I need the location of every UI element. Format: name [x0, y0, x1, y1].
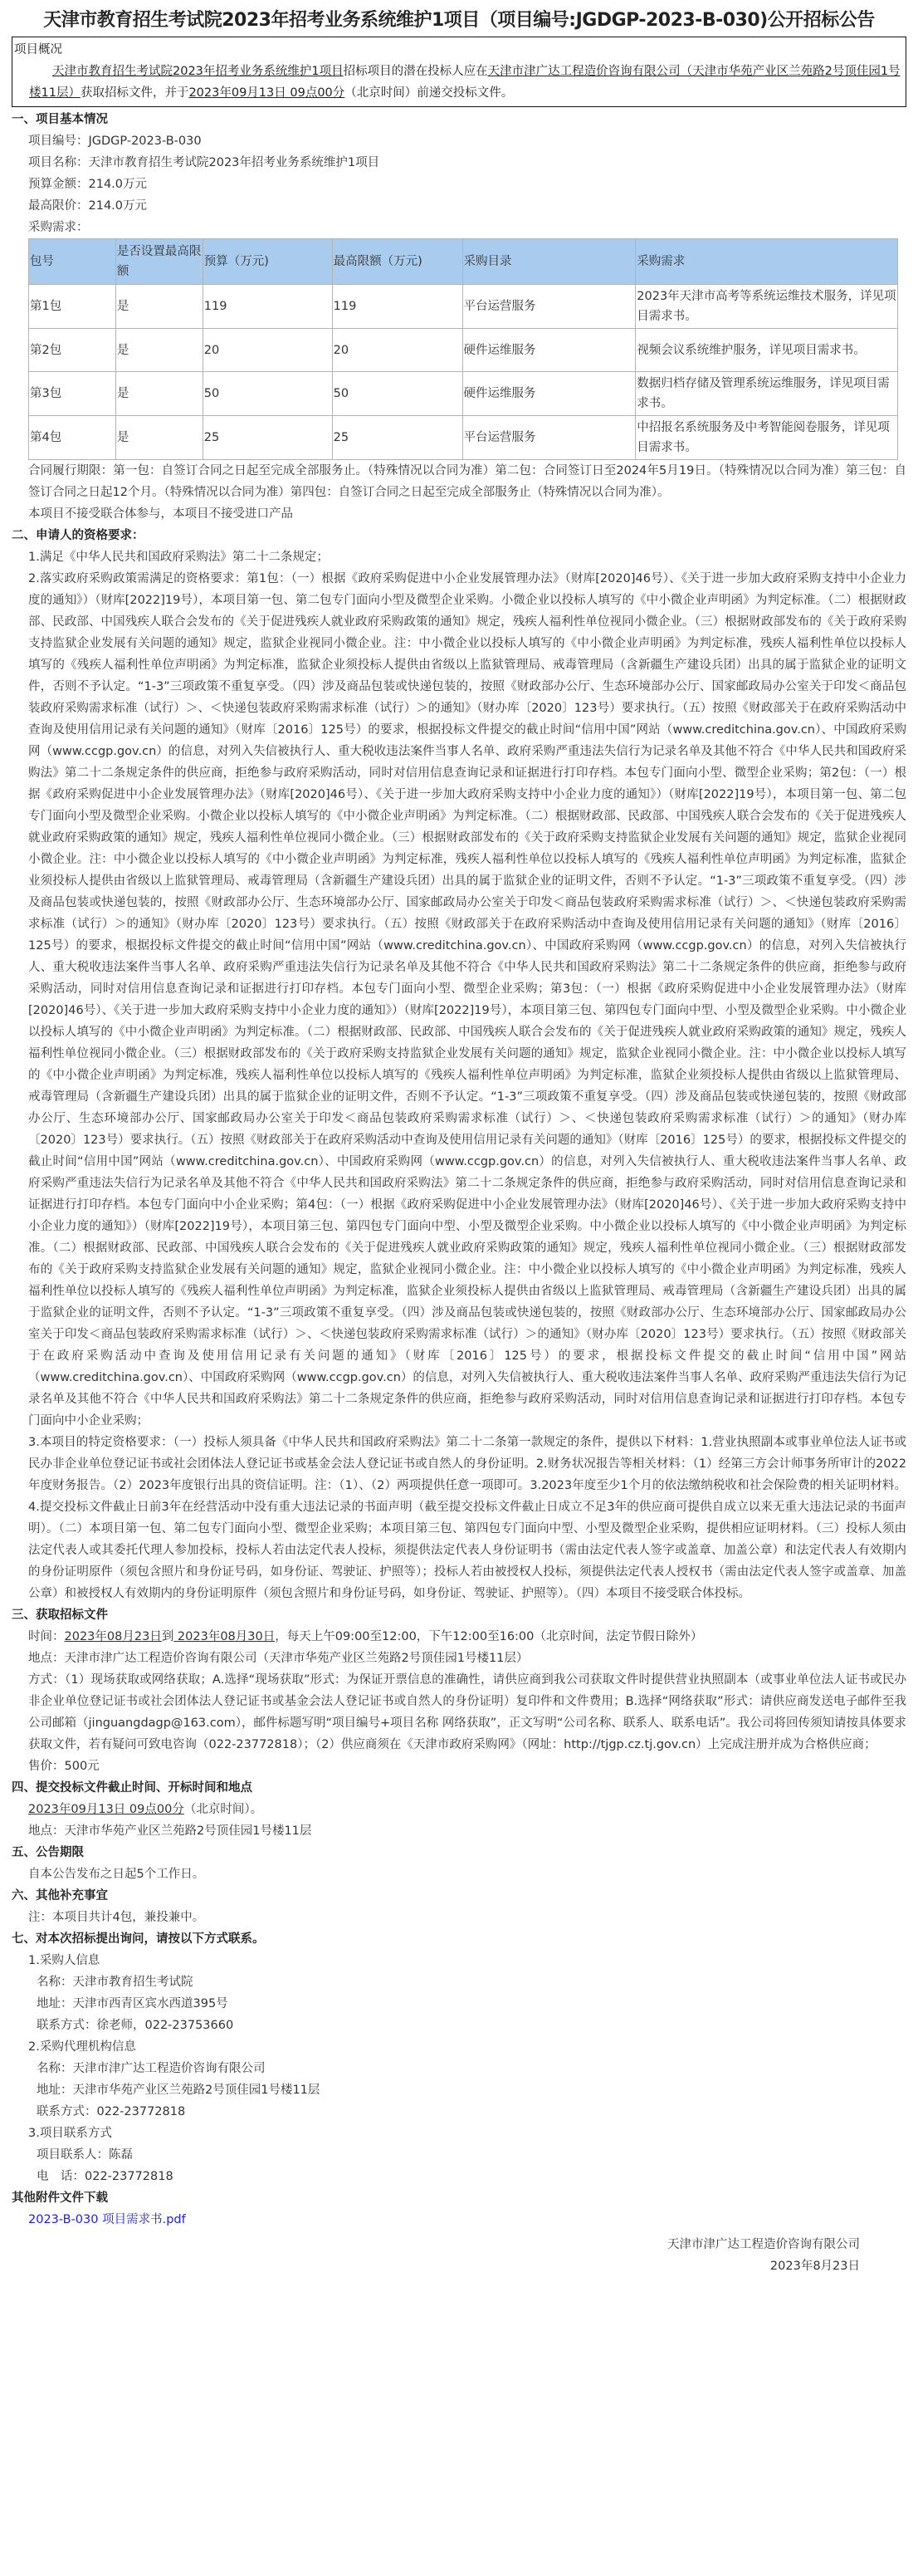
- agency-address: 地址：天津市华苑产业区兰苑路2号顶佳园1号楼11层: [37, 2084, 320, 2097]
- cell-package: 第3包: [29, 372, 116, 416]
- project-contact-person: 项目联系人：陈磊: [37, 2148, 133, 2162]
- col-header-catalog: 采购目录: [462, 239, 636, 285]
- project-contact-label: 3.项目联系方式: [28, 2127, 112, 2140]
- section-4-heading: 四、提交投标文件截止时间、开标时间和地点: [12, 1781, 252, 1795]
- col-header-requirement: 采购需求: [636, 239, 898, 285]
- cell-requirement: 视频会议系统维护服务，详见项目需求书。: [636, 329, 898, 372]
- procurement-table: [28, 238, 898, 460]
- section-5-heading: 五、公告期限: [12, 1846, 84, 1859]
- time-to: 到: [161, 1630, 174, 1643]
- section-3-heading: 三、获取招标文件: [12, 1609, 108, 1622]
- project-contact-phone: 电 话：022-23772818: [37, 2170, 173, 2183]
- col-header-max-limit: 最高限额（万元): [332, 239, 462, 285]
- cell-requirement: 数据归档存储及管理系统运维服务，详见项目需求书。: [636, 372, 898, 416]
- col-header-package: 包号: [29, 239, 116, 285]
- table-row: [29, 329, 898, 372]
- submission-deadline: [12, 1799, 906, 1820]
- section-1-heading: 一、项目基本情况: [12, 113, 108, 126]
- col-header-max-limit-set: 是否设置最高限额: [115, 239, 203, 285]
- cell-budget: 50: [203, 372, 332, 416]
- cell-max-limit-set: 是: [115, 416, 203, 460]
- purchaser-contact: 联系方式：徐老师，022-23753660: [37, 2019, 234, 2032]
- section-2-heading: 二、申请人的资格要求：: [12, 529, 144, 542]
- cell-requirement: 2023年天津市高考等系统运维技术服务，详见项目需求书。: [636, 285, 898, 329]
- overview-agency-address: 天津市津广达工程造价咨询有限公司（天津市华苑产业区兰苑路2号顶佳园1号楼11层）: [29, 65, 901, 100]
- attachment-item: [12, 2209, 906, 2231]
- purchaser-address: 地址：天津市西青区宾水西道395号: [37, 1997, 228, 2010]
- section-7-heading: 七、对本次招标提出询问，请按以下方式联系。: [12, 1932, 265, 1946]
- document-location: 地点：天津市津广达工程造价咨询有限公司（天津市华苑产业区兰苑路2号顶佳园1号楼11层）: [28, 1652, 529, 1665]
- time-rest: ，每天上午09:00至12:00，下午12:00至16:00（北京时间，法定节假日除外）: [275, 1630, 703, 1643]
- deadline-suffix: （北京时间）。: [183, 1803, 263, 1816]
- cell-max-limit: 50: [332, 372, 462, 416]
- document-method: 方式：（1）现场获取或网络获取；A.选择“现场获取”形式：为保证开票信息的准确性，请供应商到我公司获取文件时提供营业执照副本（或事业单位法人证书或民办非企业单位登记证书或社会团体法人登记证书或基金会法人登记证书或自然人的身份证明）复印件和文件费用；B.选择“网络获取”形式：请供应商发送电子邮件至我公司邮箱（jinguangdagp@163.com），邮件标题写明“项目编号+项目名称 网络获取”，正文写明“公司名称、联系人、联系电话”。我公司将回传须知请按具体要求获取文件，若有疑问可致电咨询（022-23772818）；（2）供应商须在《天津市政府采购网》（网址：http://tjgp.cz.tj.gov.cn）上完成注册并成为合格供应商；: [28, 1673, 906, 1751]
- qualification-item-1: 1.满足《中华人民共和国政府采购法》第二十二条规定；: [28, 551, 329, 564]
- max-price: 最高限价：214.0万元: [28, 199, 148, 213]
- cell-max-limit: 20: [332, 329, 462, 372]
- deadline-datetime: 2023年09月13日 09点00分: [28, 1803, 184, 1816]
- signature-company: 天津市津广达工程造价咨询有限公司: [667, 2238, 860, 2251]
- agency-name: 名称：天津市津广达工程造价咨询有限公司: [37, 2062, 266, 2075]
- table-row: [29, 416, 898, 460]
- purchaser-name: 名称：天津市教育招生考试院: [37, 1976, 193, 1989]
- contract-period: 合同履行期限：第一包：自签订合同之日起至完成全部服务止。（特殊情况以合同为准）第二包：合同签订日至2024年5月19日。（特殊情况以合同为准）第三包：自签订合同之日起12个月。（特殊情况以合同为准）第四包：自签订合同之日起至完成全部服务止（特殊情况以合同为准）。: [28, 464, 906, 499]
- time-start: 2023年08月23日: [64, 1630, 162, 1643]
- project-name: 项目名称：天津市教育招生考试院2023年招考业务系统维护1项目: [28, 156, 380, 169]
- cell-max-limit-set: 是: [115, 329, 203, 372]
- agency-label: 2.采购代理机构信息: [28, 2040, 136, 2054]
- procurement-requirements-label: 采购需求：: [28, 221, 89, 234]
- overview-text-2: 获取招标文件，并于: [80, 86, 189, 100]
- cell-catalog: 平台运营服务: [462, 416, 636, 460]
- time-label: 时间：: [28, 1630, 65, 1643]
- cell-package: 第2包: [29, 329, 116, 372]
- table-row: [29, 372, 898, 416]
- overview-text-1: 招标项目的潜在投标人应在: [343, 65, 488, 78]
- overview-project-name: 天津市教育招生考试院2023年招考业务系统维护1项目: [52, 65, 344, 78]
- cell-max-limit-set: 是: [115, 372, 203, 416]
- cell-budget: 25: [203, 416, 332, 460]
- cell-budget: 20: [203, 329, 332, 372]
- cell-budget: 119: [203, 285, 332, 329]
- consortium-note: 本项目不接受联合体参与，本项目不接受进口产品: [28, 507, 293, 521]
- attachments-heading: 其他附件文件下载: [12, 2192, 108, 2205]
- submission-location: 地点：天津市华苑产业区兰苑路2号顶佳园1号楼11层: [28, 1824, 312, 1838]
- overview-deadline: 2023年09月13日 09点00分: [188, 86, 345, 100]
- supplementary-note: 注：本项目共计4包，兼投兼中。: [28, 1911, 205, 1924]
- table-row: [29, 285, 898, 329]
- announcement-period: 自本公告发布之日起5个工作日。: [28, 1868, 205, 1881]
- col-header-budget: 预算（万元): [203, 239, 332, 285]
- table-header-row: [29, 239, 898, 285]
- document-time: [12, 1626, 906, 1648]
- cell-package: 第4包: [29, 416, 116, 460]
- cell-max-limit: 119: [332, 285, 462, 329]
- signature-date: 2023年8月23日: [769, 2260, 860, 2273]
- time-end: 2023年08月30日: [173, 1630, 276, 1643]
- cell-catalog: 硬件运维服务: [462, 372, 636, 416]
- qualification-item-2: 2.落实政府采购政策需满足的资格要求：第1包：（一）根据《政府采购促进中小企业发展管理办法》（财库[2020]46号）、《关于进一步加大政府采购支持中小企业力度的通知》）（财库[2022]19号），本项目第一包、第二包专门面向小型及微型企业采购。小微企业以投标人填写的《中小微企业声明函》为判定标准。（二）根据财政部、民政部、中国残疾人联合会发布的《关于促进残疾人就业政府采购政策的通知》规定，残疾人福利性单位视同小微企业。（三）根据财政部发布的《关于政府采购支持监狱企业发展有关问题的通知》规定，监狱企业视同小微企业。注：中小微企业以投标人填写的《中小微企业声明函》为判定标准，残疾人福利性单位以投标人填写的《残疾人福利性单位声明函》为判定标准，监狱企业须投标人提供由省级以上监狱管理局、戒毒管理局（含新疆生产建设兵团）出具的属于监狱企业的证明文件，否则不予认定。“1-3”三项政策不重复享受。（四）涉及商品包装或快递包装的，按照《财政部办公厅、生态环境部办公厅、国家邮政局办公室关于印发＜商品包装政府采购需求标准（试行）＞、＜快递包装政府采购需求标准（试行）＞的通知》（财办库〔2020〕123号）要求执行。（五）按照《财政部关于在政府采购活动中查询及使用信用记录有关问题的通知》（财库〔2016〕125号）的要求，根据投标文件提交的截止时间“信用中国”网站（www.creditchina.gov.cn）、中国政府采购网（www.ccgp.gov.cn）的信息，对列入失信被执行人、重大税收违法案件当事人名单、政府采购严重违法失信行为记录名单及其他不符合《中华人民共和国政府采购法》第二十二条规定条件的供应商，拒绝参与政府采购活动，同时对信用信息查询记录和证据进行打印存档。本包专门面向小型、微型企业采购；第2包：（一）根据《政府采购促进中小企业发展管理办法》（财库[2020]46号）、《关于进一步加大政府采购支持中小企业力度的通知》）（财库[2022]19号），本项目第一包、第二包专门面向小型及微型企业采购。小微企业以投标人填写的《中小微企业声明函》为判定标准。（二）根据财政部、民政部、中国残疾人联合会发布的《关于促进残疾人就业政府采购政策的通知》规定，残疾人福利性单位视同小微企业。（三）根据财政部发布的《关于政府采购支持监狱企业发展有关问题的通知》规定，监狱企业视同小微企业。注：中小微企业以投标人填写的《中小微企业声明函》为判定标准，残疾人福利性单位以投标人填写的《残疾人福利性单位声明函》为判定标准，监狱企业须投标人提供由省级以上监狱管理局、戒毒管理局（含新疆生产建设兵团）出具的属于监狱企业的证明文件，否则不予认定。“1-3”三项政策不重复享受。（四）涉及商品包装或快递包装的，按照《财政部办公厅、生态环境部办公厅、国家邮政局办公室关于印发＜商品包装政府采购需求标准（试行）＞、＜快递包装政府采购需求标准（试行）＞的通知》（财办库〔2020〕123号）要求执行。（五）按照《财政部关于在政府采购活动中查询及使用信用记录有关问题的通知》（财库〔2016〕125号）的要求，根据投标文件提交的截止时间“信用中国”网站（www.creditchina.gov.cn）、中国政府采购网（www.ccgp.gov.cn）的信息，对列入失信被执行人、重大税收违法案件当事人名单、政府采购严重违法失信行为记录名单及其他不符合《中华人民共和国政府采购法》第二十二条规定条件的供应商，拒绝参与政府采购活动，同时对信用信息查询记录和证据进行打印存档。本包专门面向小型、微型企业采购；第3包：（一）根据《政府采购促进中小企业发展管理办法》（财库[2020]46号）、《关于进一步加大政府采购支持中小企业力度的通知》）（财库[2022]19号），本项目第三包、第四包专门面向中型、小型及微型企业采购。中小微企业以投标人填写的《中小微企业声明函》为判定标准。（二）根据财政部、民政部、中国残疾人联合会发布的《关于促进残疾人就业政府采购政策的通知》规定，残疾人福利性单位视同小微企业。（三）根据财政部发布的《关于政府采购支持监狱企业发展有关问题的通知》规定，监狱企业视同小微企业。注：中小微企业以投标人填写的《中小微企业声明函》为判定标准，残疾人福利性单位以投标人填写的《残疾人福利性单位声明函》为判定标准，监狱企业须投标人提供由省级以上监狱管理局、戒毒管理局（含新疆生产建设兵团）出具的属于监狱企业的证明文件，否则不予认定。“1-3”三项政策不重复享受。（四）涉及商品包装或快递包装的，按照《财政部办公厅、生态环境部办公厅、国家邮政局办公室关于印发＜商品包装政府采购需求标准（试行）＞、＜快递包装政府采购需求标准（试行）＞的通知》（财办库〔2020〕123号）要求执行。（五）按照《财政部关于在政府采购活动中查询及使用信用记录有关问题的通知》（财库〔2016〕125号）的要求，根据投标文件提交的截止时间“信用中国”网站（www.creditchina.gov.cn）、中国政府采购网（www.ccgp.gov.cn）的信息，对列入失信被执行人、重大税收违法案件当事人名单、政府采购严重违法失信行为记录名单及其他不符合《中华人民共和国政府采购法》第二十二条规定条件的供应商，拒绝参与政府采购活动，同时对信用信息查询记录和证据进行打印存档。本包专门面向中小企业采购；第4包：（一）根据《政府采购促进中小企业发展管理办法》（财库[2020]46号）、《关于进一步加大政府采购支持中小企业力度的通知》）（财库[2022]19号），本项目第三包、第四包专门面向中型、小型及微型企业采购。中小微企业以投标人填写的《中小微企业声明函》为判定标准。（二）根据财政部、民政部、中国残疾人联合会发布的《关于促进残疾人就业政府采购政策的通知》规定，残疾人福利性单位视同小微企业。（三）根据财政部发布的《关于政府采购支持监狱企业发展有关问题的通知》规定，监狱企业视同小微企业。注：中小微企业以投标人填写的《中小微企业声明函》为判定标准，残疾人福利性单位以投标人填写的《残疾人福利性单位声明函》为判定标准，监狱企业须投标人提供由省级以上监狱管理局、戒毒管理局（含新疆生产建设兵团）出具的属于监狱企业的证明文件，否则不予认定。“1-3”三项政策不重复享受。（四）涉及商品包装或快递包装的，按照《财政部办公厅、生态环境部办公厅、国家邮政局办公室关于印发＜商品包装政府采购需求标准（试行）＞、＜快递包装政府采购需求标准（试行）＞的通知》（财办库〔2020〕123号）要求执行。（五）按照《财政部关于在政府采购活动中查询及使用信用记录有关问题的通知》（财库〔2016〕125号）的要求，根据投标文件提交的截止时间“信用中国”网站（www.creditchina.gov.cn）、中国政府采购网（www.ccgp.gov.cn）的信息，对列入失信被执行人、重大税收违法案件当事人名单、政府采购严重违法失信行为记录名单及其他不符合《中华人民共和国政府采购法》第二十二条规定条件的供应商，拒绝参与政府采购活动，同时对信用信息查询记录和证据进行打印存档。本包专门面向中小企业采购；: [28, 572, 906, 1428]
- budget-amount: 预算金额：214.0万元: [28, 178, 148, 191]
- cell-package: 第1包: [29, 285, 116, 329]
- document-price: 售价：500元: [28, 1760, 100, 1773]
- cell-catalog: 硬件运维服务: [462, 329, 636, 372]
- project-overview-box: [12, 37, 906, 107]
- cell-max-limit: 25: [332, 416, 462, 460]
- cell-max-limit-set: 是: [115, 285, 203, 329]
- page-title: 天津市教育招生考试院2023年招考业务系统维护1项目（项目编号:JGDGP-2023-B-030)公开招标公告: [43, 10, 875, 31]
- cell-requirement: 中招报名系统服务及中考智能阅卷服务，详见项目需求书。: [636, 416, 898, 460]
- attachment-link-requirements-pdf[interactable]: 2023-B-030 项目需求书.pdf: [28, 2213, 186, 2226]
- section-6-heading: 六、其他补充事宜: [12, 1889, 108, 1903]
- overview-text-3: （北京时间）前递交投标文件。: [344, 86, 514, 100]
- project-number: 项目编号：JGDGP-2023-B-030: [28, 135, 202, 148]
- cell-catalog: 平台运营服务: [462, 285, 636, 329]
- overview-label: 项目概况: [14, 43, 62, 56]
- agency-contact: 联系方式：022-23772818: [37, 2105, 186, 2118]
- purchaser-label: 1.采购人信息: [28, 1954, 100, 1967]
- overview-text: [14, 61, 902, 104]
- qualification-item-3: 3.本项目的特定资格要求：（一）投标人须具备《中华人民共和国政府采购法》第二十二条第一款规定的条件，提供以下材料：1.营业执照副本或事业单位法人证书或民办非企业单位登记证书或社会团体法人登记证书或基金会法人登记证书或自然人的身份证明。2.财务状况报告等相关材料：（1）经第三方会计师事务所审计的2022年度财务报告。（2）2023年度银行出具的资信证明。注：（1）、（2）两项提供任意一项即可。3.2023年度至少1个月的依法缴纳税收和社会保险费的相关证明材料。4.提交投标文件截止日前3年在经营活动中没有重大违法记录的书面声明（截至提交投标文件截止日成立不足3年的供应商可提供自成立以来无重大违法记录的书面声明）。（二）本项目第一包、第二包专门面向小型、微型企业采购；本项目第三包、第四包专门面向中型、小型及微型企业采购，提供相应证明材料。（三）投标人须由法定代表人或其委托代理人参加投标，投标人若由法定代表人投标，须提供法定代表人身份证明书（需由法定代表人签字或盖章、加盖公章）和法定代表人有效期内的身份证明原件（须包含照片和身份证号码，如身份证、驾驶证、护照等）；投标人若由被授权人投标，须提供法定代表人授权书（需由法定代表人签字或盖章、加盖公章）和被授权人有效期内的身份证明原件（须包含照片和身份证号码，如身份证、驾驶证、护照等）。（四）本项目不接受联合体投标。: [28, 1436, 906, 1600]
